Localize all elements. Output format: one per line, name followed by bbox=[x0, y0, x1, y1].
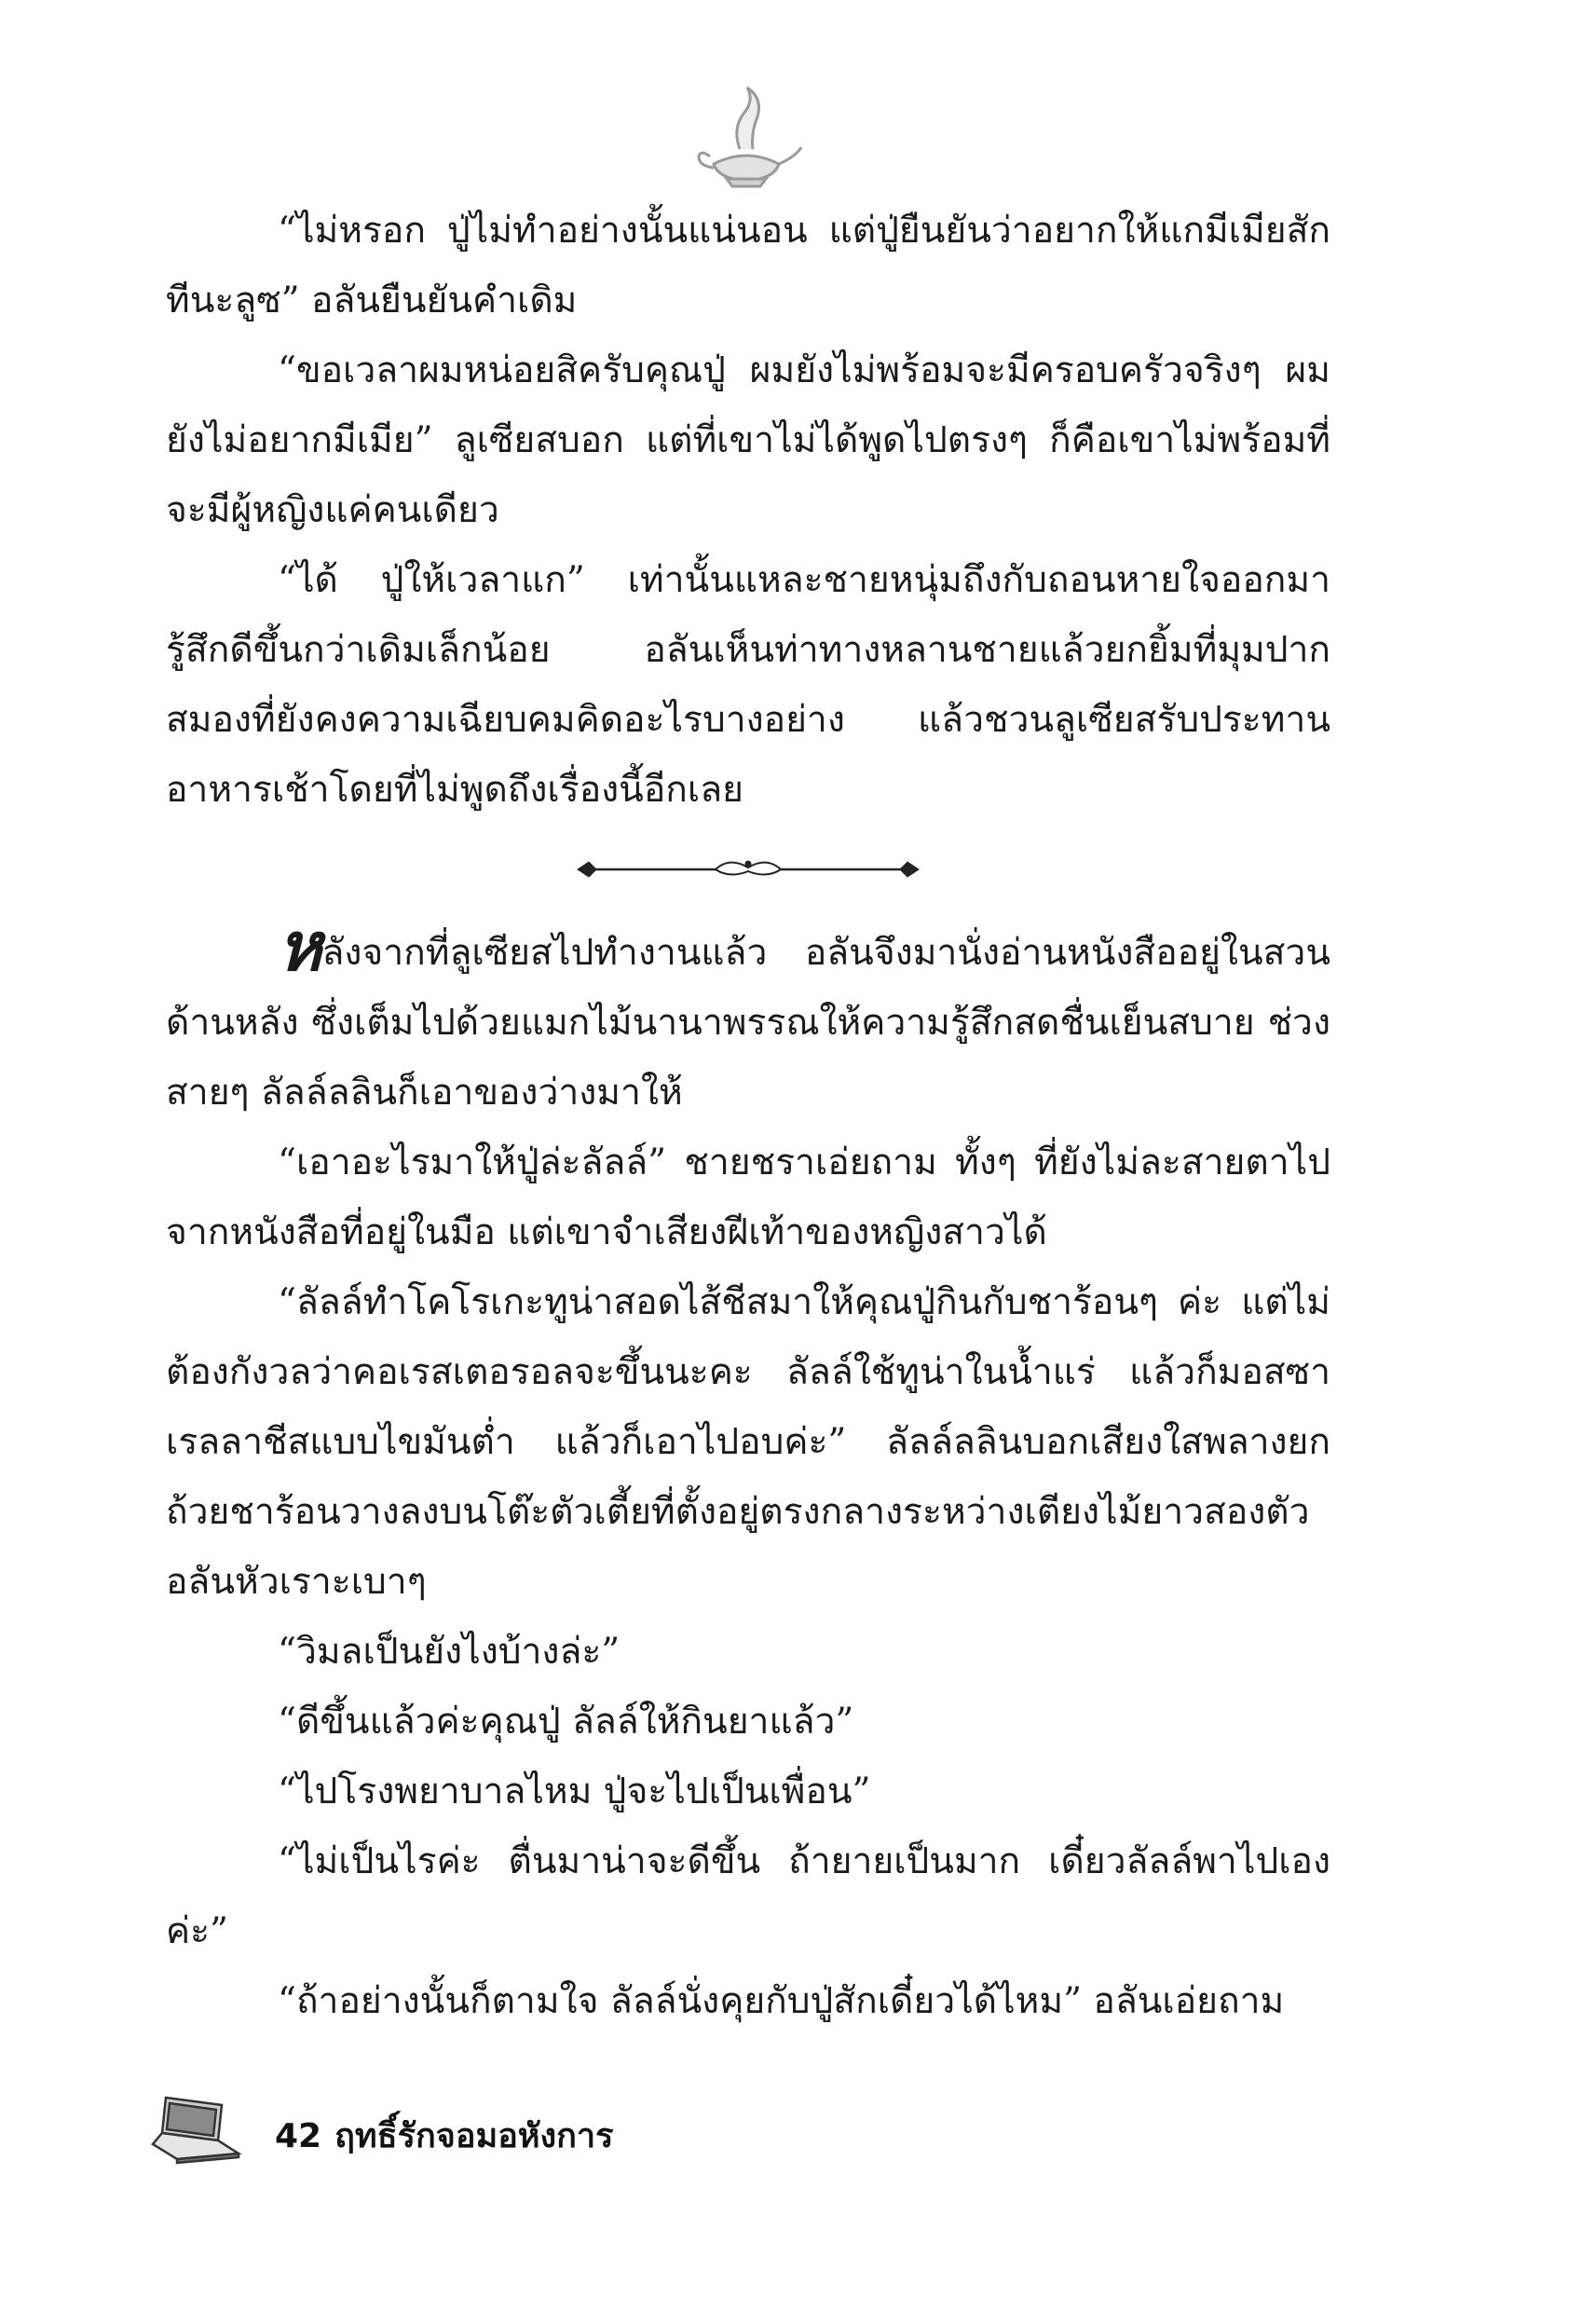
body-text bbox=[166, 196, 1330, 2036]
footer-text bbox=[275, 2109, 626, 2162]
paragraph: “เอาอะไรมาให้ปู่ล่ะลัลล์” ชายชราเอ่ยถาม ทั้งๆ ที่ยังไม่ละสายตาไปจากหนังสือที่อยู่ในมือ แต่เขาจำเสียงฝีเท้าของหญิงสาวได้ bbox=[166, 1142, 1330, 1253]
paragraph-with-dropcap bbox=[166, 910, 1330, 1128]
section-divider-ornament bbox=[166, 825, 1330, 918]
paragraph: “ถ้าอย่างนั้นก็ตามใจ ลัลล์นั่งคุยกับปู่สักเดี๋ยวได้ไหม” อลันเอ่ยถาม bbox=[278, 1980, 1285, 2022]
book-title: ฤทธิ์รักจอมอหังการ bbox=[334, 2117, 614, 2155]
paragraph: “ดีขึ้นแล้วค่ะคุณปู่ ลัลล์ให้กินยาแล้ว” bbox=[278, 1701, 854, 1743]
paragraph: “ลัลล์ทำโคโรเกะทูน่าสอดไส้ชีสมาให้คุณปู่กินกับชาร้อนๆ ค่ะ แต่ไม่ต้องกังวลว่าคอเรสเตอรอลจะขึ้นนะคะ ลัลล์ใช้ทูน่าในน้ำแร่ แล้วก็มอสซาเรลลาชีสแบบไขมันต่ำ แล้วก็เอาไปอบค่ะ” ลัลล์ลลินบอกเสียงใสพลางยกถ้วยชาร้อนวางลงบนโต๊ะตัวเตี้ยที่ตั้งอยู่ตรงกลางระหว่างเตียงไม้ยาวสองตัว อลันหัวเราะเบาๆ bbox=[166, 1281, 1330, 1603]
paragraph-text: ลังจากที่ลูเซียสไปทำงานแล้ว อลันจึงมานั่งอ่านหนังสืออยู่ในสวนด้านหลัง ซึ่งเต็มไปด้วยแมกไม้นานาพรรณให้ความรู้สึกสดชื่นเย็นสบาย ช่วงสายๆ ลัลล์ลลินก็เอาของว่างมาให้ bbox=[166, 932, 1330, 1114]
genie-lamp-icon bbox=[686, 82, 807, 194]
drop-cap: ห bbox=[278, 910, 322, 985]
page-number: 42 bbox=[275, 2117, 322, 2155]
paragraph: “ไปโรงพยาบาลไหม ปู่จะไปเป็นเพื่อน” bbox=[278, 1771, 871, 1812]
paragraph: “ไม่หรอก ปู่ไม่ทำอย่างนั้นแน่นอน แต่ปู่ยืนยันว่าอยากให้แกมีเมียสักทีนะลูซ” อลันยืนยันคำเดิม bbox=[166, 210, 1330, 321]
page-footer bbox=[149, 2092, 801, 2176]
paragraph: “ขอเวลาผมหน่อยสิครับคุณปู่ ผมยังไม่พร้อมจะมีครอบครัวจริงๆ ผมยังไม่อยากมีเมีย” ลูเซียสบอก แต่ที่เขาไม่ได้พูดไปตรงๆ ก็คือเขาไม่พร้อมที่จะมีผู้หญิงแค่คนเดียว bbox=[166, 349, 1330, 531]
paragraph: “วิมลเป็นยังไงบ้างล่ะ” bbox=[278, 1631, 621, 1673]
laptop-icon bbox=[149, 2092, 242, 2167]
paragraph: “ไม่เป็นไรค่ะ ตื่นมาน่าจะดีขึ้น ถ้ายายเป็นมาก เดี๋ยวลัลล์พาไปเองค่ะ” bbox=[166, 1840, 1330, 1952]
paragraph: “ได้ ปู่ให้เวลาแก” เท่านั้นแหละชายหนุ่มถึงกับถอนหายใจออกมารู้สึกดีขึ้นกว่าเดิมเล็กน้อย อลันเห็นท่าทางหลานชายแล้วยกยิ้มที่มุมปากสมองที่ยังคงความเฉียบคมคิดอะไรบางอย่าง แล้วชวนลูเซียสรับประทานอาหารเช้าโดยที่ไม่พูดถึงเรื่องนี้อีกเลย bbox=[166, 559, 1330, 811]
